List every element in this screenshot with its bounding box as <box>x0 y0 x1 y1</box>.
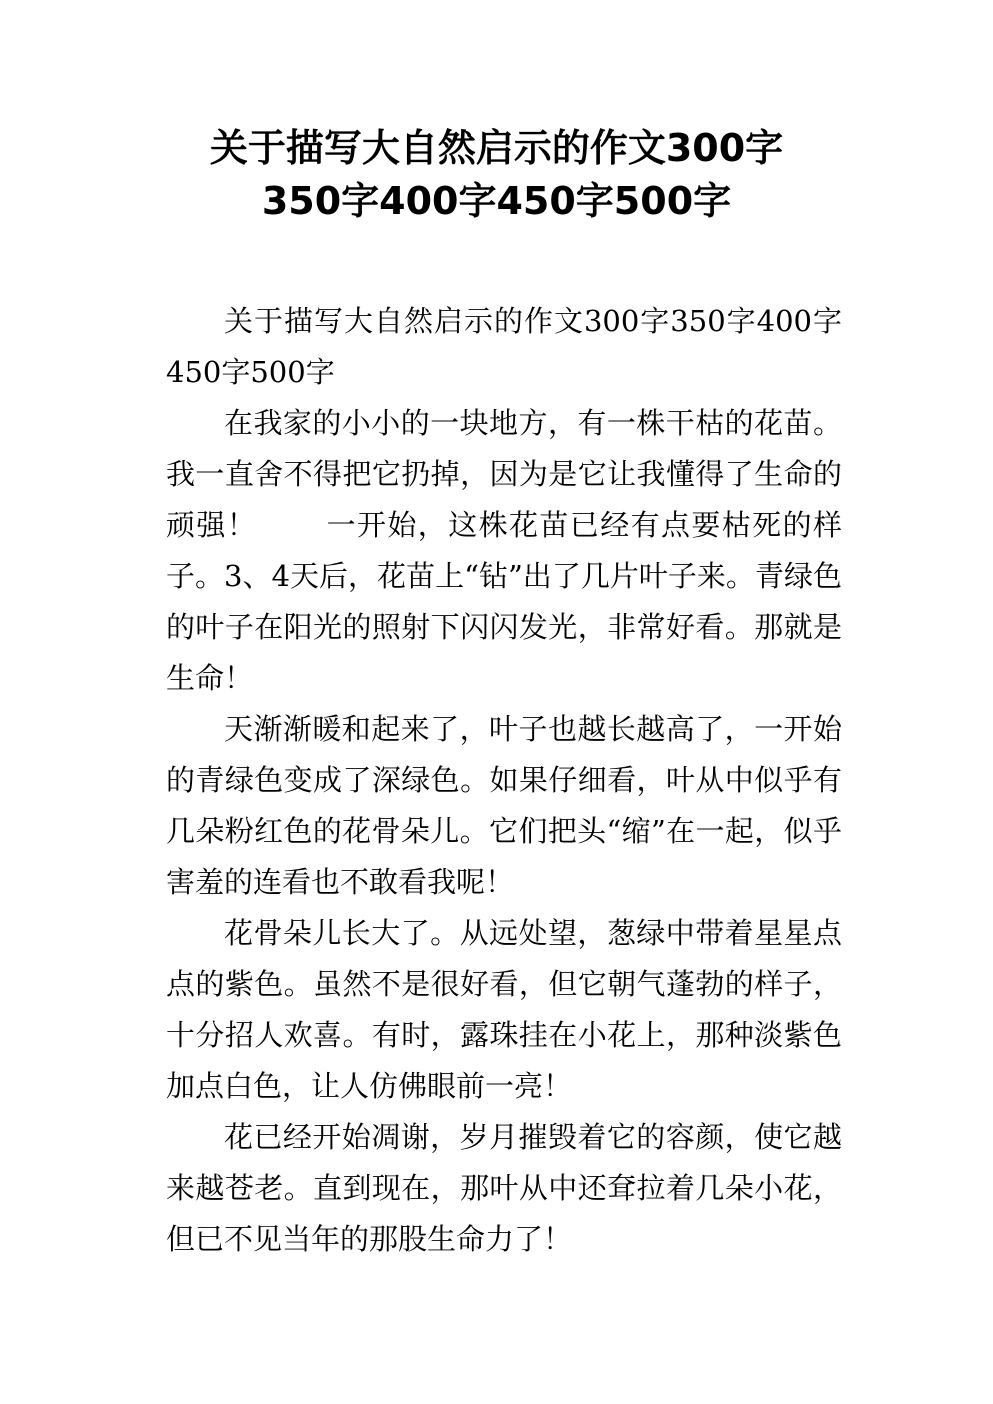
paragraph <box>166 1112 842 1265</box>
paragraph-text: 花已经开始凋谢，岁月摧毁着它的容颜，使它越来越苍老。直到现在，那叶从中还耷拉着几朵小花，但已不见当年的那股生命力了！ <box>166 1120 842 1256</box>
title-line-2: 350字400字450字500字 <box>261 179 732 223</box>
paragraph-text: 花骨朵儿长大了。从远处望，葱绿中带着星星点点的紫色。虽然不是很好看，但它朝气蓬勃的样子，十分招人欢喜。有时，露珠挂在小花上，那种淡紫色加点白色，让人仿佛眼前一亮！ <box>166 916 842 1103</box>
paragraph <box>166 908 842 1112</box>
document-body <box>166 296 842 1265</box>
paragraph-text: 在我家的小小的一块地方，有一株干枯的花苗。我一直舍不得把它扔掉，因为是它让我懂得了生命的顽强！ <box>166 406 842 542</box>
paragraph-heading <box>166 296 842 398</box>
paragraph-text: 关于描写大自然启示的作文300字350字400字450字500字 <box>166 304 842 389</box>
paragraph-text: 天渐渐暖和起来了，叶子也越长越高了，一开始的青绿色变成了深绿色。如果仔细看，叶从中似乎有几朵粉红色的花骨朵儿。它们把头“缩”在一起，似乎害羞的连看也不敢看我呢！ <box>166 712 842 899</box>
paragraph-text: 一开始，这株花苗已经有点要枯死的样子。3、4天后，花苗上“钻”出了几片叶子来。青绿色的叶子在阳光的照射下闪闪发光，非常好看。那就是生命！ <box>166 508 842 695</box>
paragraph <box>166 398 842 704</box>
document-title <box>140 122 853 228</box>
paragraph <box>166 704 842 908</box>
title-line-1: 关于描写大自然启示的作文300字 <box>209 126 784 170</box>
